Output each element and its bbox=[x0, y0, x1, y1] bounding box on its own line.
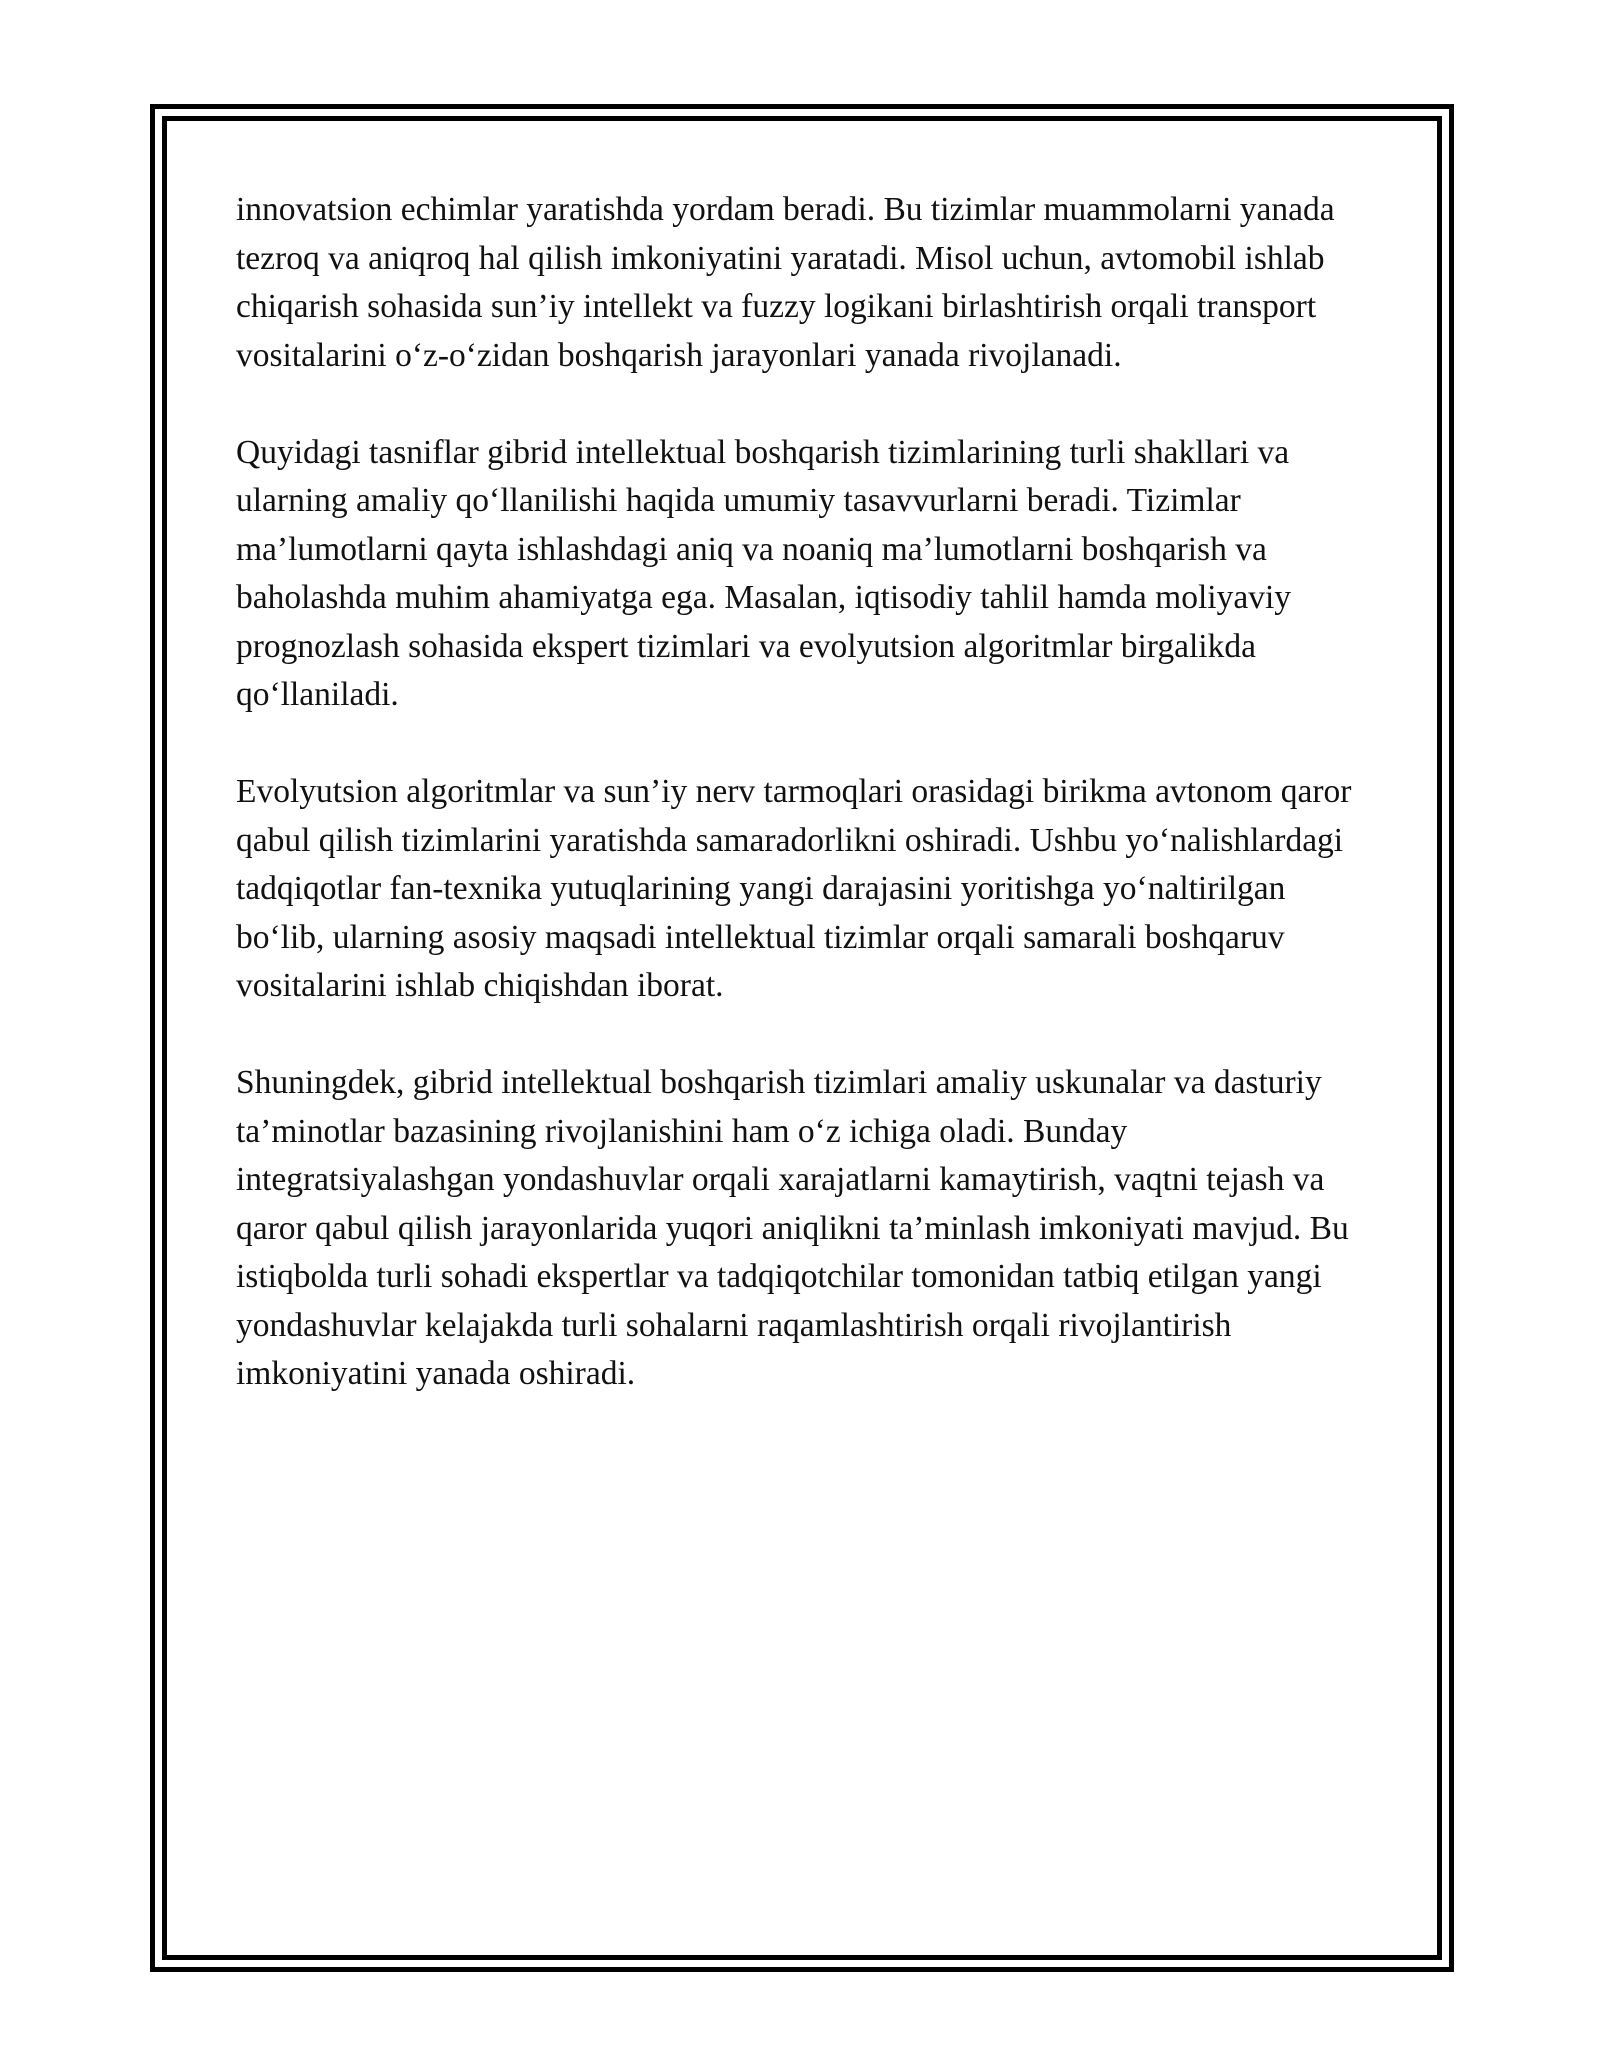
paragraph-2: Quyidagi tasniflar gibrid intellektual boshqarish tizimlarining turli shakllari va ularning amaliy qo‘llanilishi haqida umumiy tasavvurlarni beradi. Tizimlar ma’lumotlarni qayta ishlashdagi aniq va noaniq ma’lumotlarni boshqarish va baholashda muhim ahamiyatga ega. Masalan, iqtisodiy tahlil hamda moliyaviy prognozlash sohasida ekspert tizimlari va evolyutsion algoritmlar birgalikda qo‘llaniladi. bbox=[236, 433, 1292, 713]
paragraph-1: innovatsion echimlar yaratishda yordam beradi. Bu tizimlar muammolarni yanada tezroq va aniqroq hal qilish imkoniyatini yaratadi. Misol uchun, avtomobil ishlab chiqarish sohasida sun’iy intellekt va fuzzy logikani birlashtirish orqali transport vositalarini o‘z-o‘zidan boshqarish jarayonlari yanada rivojlanadi. bbox=[236, 191, 1335, 374]
document-body bbox=[236, 186, 1366, 1447]
paragraph-4: Shuningdek, gibrid intellektual boshqarish tizimlari amaliy uskunalar va dasturiy ta’minotlar bazasining rivojlanishini ham o‘z ichiga oladi. Bunday integratsiyalashgan yondashuvlar orqali xarajatlarni kamaytirish, vaqtni tejash va qaror qabul qilish jarayonlarida yuqori aniqlikni ta’minlash imkoniyati mavjud. Bu istiqbolda turli sohadi ekspertlar va tadqiqotchilar tomonidan tatbiq etilgan yangi yondashuvlar kelajakda turli sohalarni raqamlashtirish orqali rivojlantirish imkoniyatini yanada oshiradi. bbox=[236, 1064, 1349, 1392]
paragraph-3: Evolyutsion algoritmlar va sun’iy nerv tarmoqlari orasidagi birikma avtonom qaror qabul qilish tizimlarini yaratishda samaradorlikni oshiradi. Ushbu yo‘nalishlardagi tadqiqotlar fan-texnika yutuqlarining yangi darajasini yoritishga yo‘naltirilgan bo‘lib, ularning asosiy maqsadi intellektual tizimlar orqali samarali boshqaruv vositalarini ishlab chiqishdan iborat. bbox=[236, 773, 1352, 1004]
